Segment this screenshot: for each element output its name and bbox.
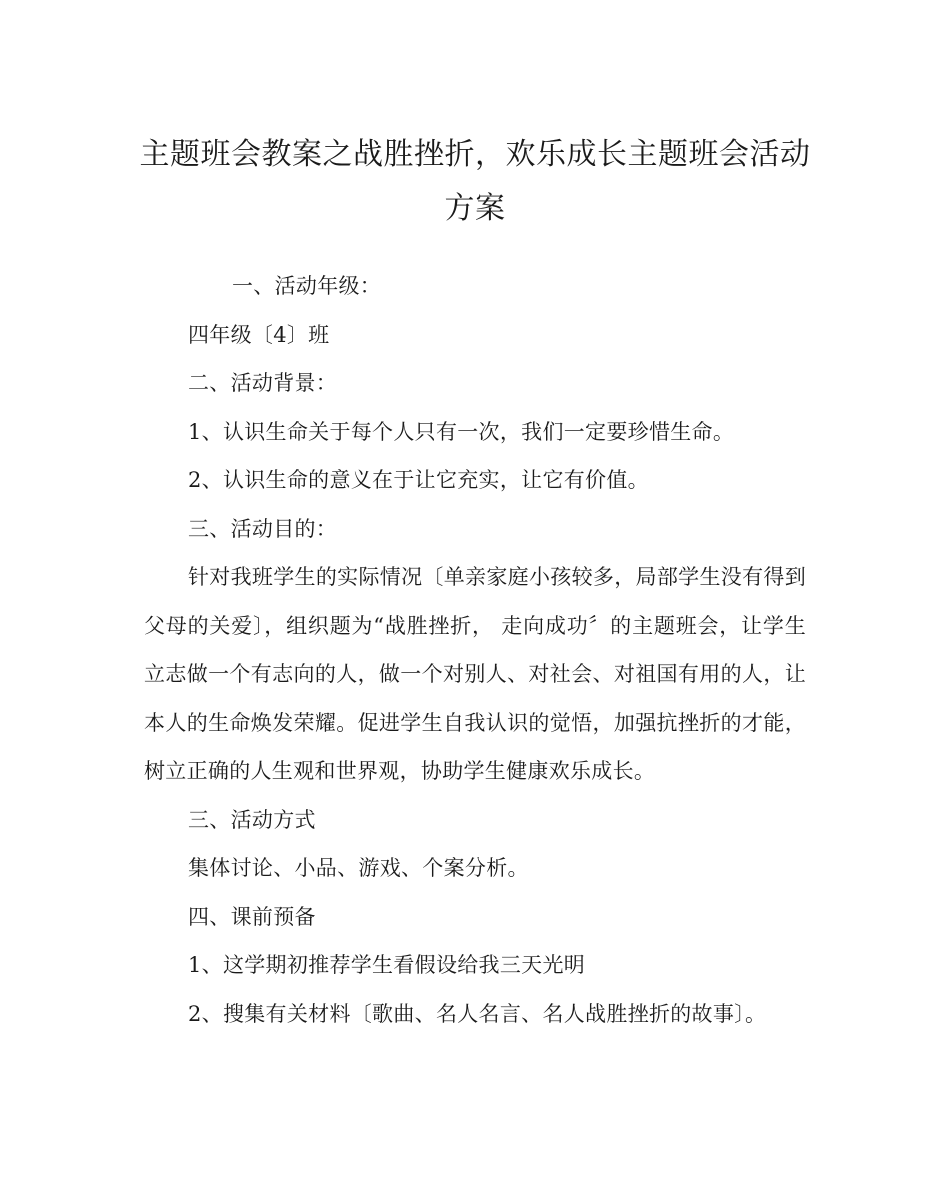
document-title: 主题班会教案之战胜挫折，欢乐成长主题班会活动方案 [139, 137, 811, 226]
paragraph-background-1: 1、认识生命关于每个人只有一次，我们一定要珍惜生命。 [188, 419, 735, 444]
paragraph-format: 集体讨论、小品、游戏、个案分析。 [188, 856, 529, 880]
section-heading-grade: 一、活动年级： [232, 274, 382, 298]
section-heading-purpose: 三、活动目的： [188, 516, 338, 541]
section-heading-background: 二、活动背景： [188, 371, 338, 395]
paragraph-preparation-2: 2、搜集有关材料〔歌曲、名人名言、名人战胜挫折的故事〕。 [188, 1001, 767, 1026]
section-heading-format: 三、活动方式 [188, 807, 316, 832]
paragraph-preparation-1: 1、这学期初推荐学生看假设给我三天光明 [188, 953, 586, 977]
paragraph-background-2: 2、认识生命的意义在于让它充实，让它有价值。 [188, 468, 649, 492]
paragraph-grade-value: 四年级〔4〕班 [188, 322, 330, 347]
section-heading-preparation: 四、课前预备 [188, 904, 316, 929]
document-body [144, 262, 806, 1038]
paragraph-purpose: 针对我班学生的实际情况〔单亲家庭小孩较多，局部学生没有得到父母的关爱〕，组织题为“战胜挫折， 走向成功〞的主题班会，让学生立志做一个有志向的人，做一个对别人、对社会、对祖国有用的人，让本人的生命焕发荣耀。促进学生自我认识的觉悟，加强抗挫折的才能，树立正确的人生观和世界观，协助学生健康欢乐成长。 [144, 565, 806, 783]
